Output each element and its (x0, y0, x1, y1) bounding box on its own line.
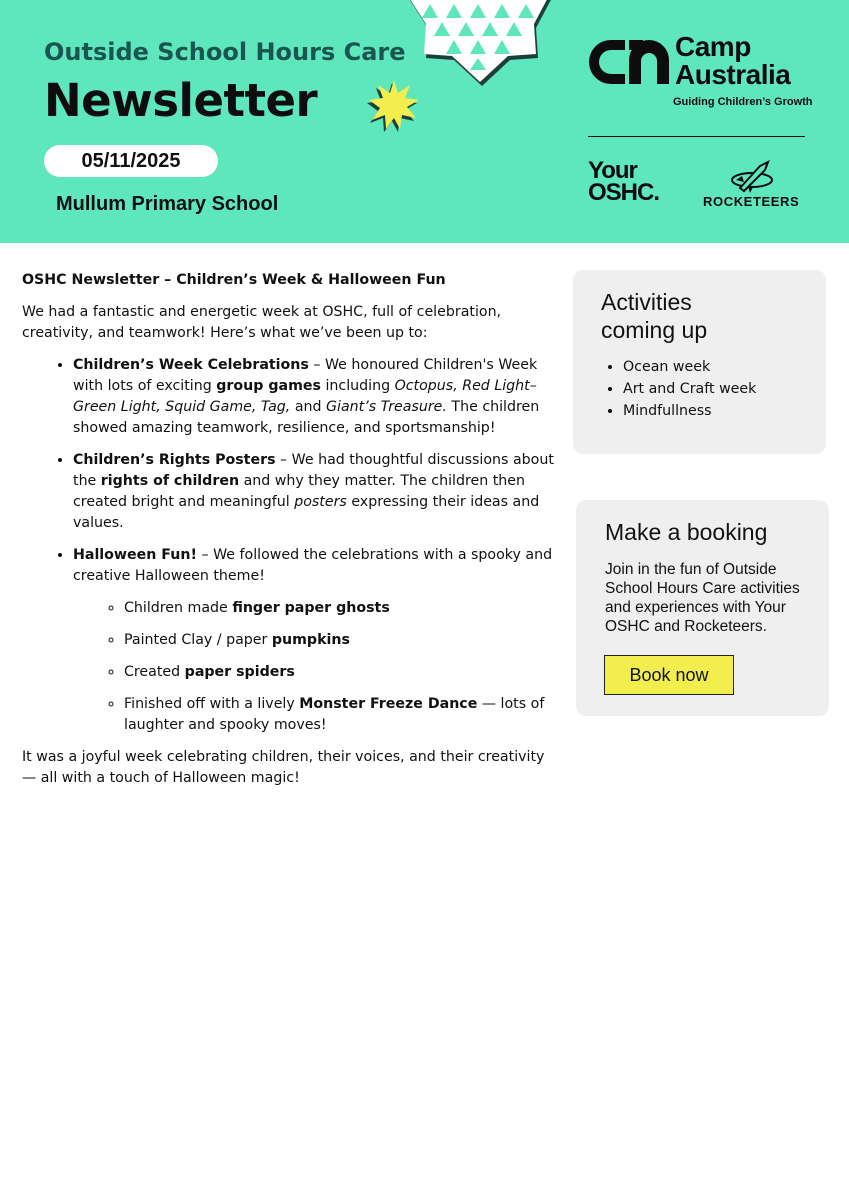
activities-title: Activities coming up (601, 289, 708, 343)
sub-list-item: ◦ Created paper spiders (124, 662, 562, 683)
rocket-icon (730, 160, 778, 194)
rocketeers-logo: ROCKETEERS (703, 194, 800, 209)
list-item: • Halloween Fun! – We followed the celebrations with a spooky and creative Halloween theme! ◦ Children made finger paper ghosts ◦ Painted Clay / paper pumpkins ◦ Created paper spiders ◦ Finished off with a lively Monster Freeze Dance — lots of laughter and spooky moves! (73, 545, 562, 736)
newsletter-body (22, 270, 562, 800)
activities-card (573, 270, 826, 454)
date-badge: 05/11/2025 (44, 145, 218, 177)
article-heading: OSHC Newsletter – Children’s Week & Halloween Fun (22, 272, 446, 288)
brand-tagline: Guiding Children’s Growth (673, 96, 813, 108)
triangle-pattern-icon (400, 0, 556, 90)
booking-title: Make a booking (605, 519, 768, 545)
activity-item: • Ocean week (623, 356, 756, 378)
brand-name: Camp Australia (675, 31, 791, 90)
activities-list (601, 356, 756, 422)
booking-card (576, 500, 829, 716)
page-title: Newsletter (44, 74, 318, 127)
newsletter-header (0, 0, 849, 243)
your-oshc-logo: Your OSHC. (588, 157, 660, 206)
sub-list-item: ◦ Children made finger paper ghosts (124, 598, 562, 619)
activity-item: • Art and Craft week (623, 378, 756, 400)
camp-australia-logo-icon (585, 36, 675, 88)
booking-text: Join in the fun of Outside School Hours Care activities and experiences with Your OSHC and Rocketeers. (605, 561, 800, 635)
intro-paragraph: We had a fantastic and energetic week at OSHC, full of celebration, creativity, and teamwork! Here’s what we’ve been up to: (22, 304, 502, 341)
book-now-button[interactable]: Book now (604, 655, 734, 695)
closing-paragraph: It was a joyful week celebrating children, their voices, and their creativity — all with a touch of Halloween magic! (22, 749, 545, 786)
burst-star-icon (367, 78, 421, 132)
header-subtitle: Outside School Hours Care (44, 38, 406, 66)
highlights-list (22, 355, 562, 736)
list-item: • Children’s Week Celebrations – We honoured Children's Week with lots of exciting group games including Octopus, Red Light–Green Light, Squid Game, Tag, and Giant’s Treasure. The children showed amazing teamwork, resilience, and sportsmanship! (73, 355, 562, 439)
header-divider (588, 136, 805, 137)
sub-list-item: ◦ Painted Clay / paper pumpkins (124, 630, 562, 651)
activity-item: • Mindfullness (623, 400, 756, 422)
school-name: Mullum Primary School (56, 193, 279, 215)
sub-list-item: ◦ Finished off with a lively Monster Freeze Dance — lots of laughter and spooky moves! (124, 694, 562, 736)
halloween-sublist (73, 598, 562, 736)
list-item: • Children’s Rights Posters – We had thoughtful discussions about the rights of children and why they matter. The children then created bright and meaningful posters expressing their ideas and values. (73, 450, 562, 534)
